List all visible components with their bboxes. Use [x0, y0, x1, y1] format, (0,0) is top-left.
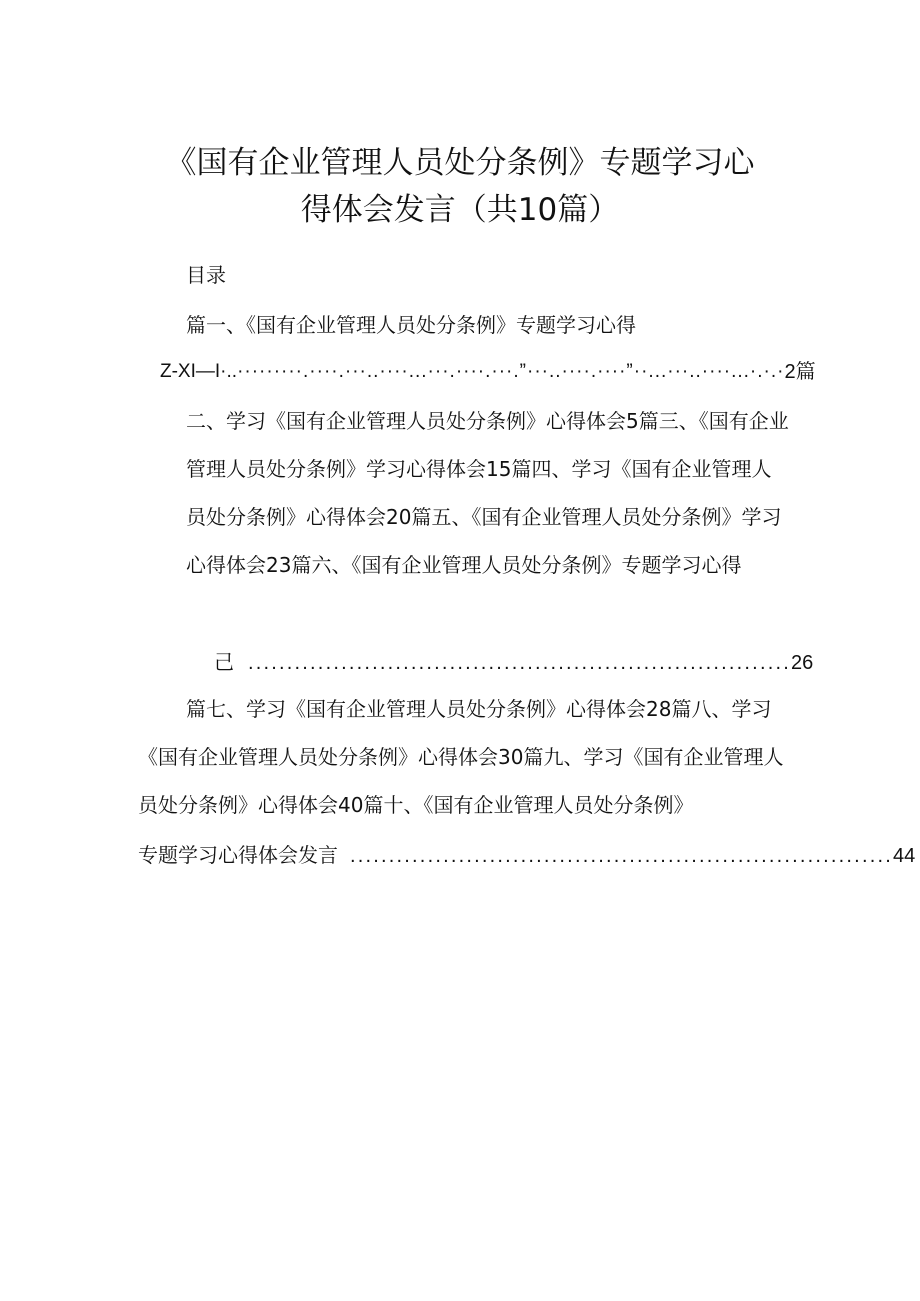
toc-chapter-1-dots: ·········.····.···..····...···.····.···.”···..····.····”··...···..····...·.·.· [237, 361, 785, 382]
toc-dot-leader: ...................................................................... [350, 845, 893, 867]
toc-page-number: 44 [892, 845, 916, 867]
document-title-line-2: 得体会发言（共10篇） [300, 192, 620, 228]
toc-chapter-1-leader-text: Z-XI—I·.. [160, 361, 238, 382]
toc-entry-prefix: 己 [214, 650, 234, 674]
toc-entries-block-1[interactable]: 二、学习《国有企业管理人员处分条例》心得体会5篇三、《国有企业管理人员处分条例》学习心得体会15篇四、学习《国有企业管理人员处分条例》心得体会20篇五、《国有企业管理人员处分条例》学习心得体会23篇六、《国有企业管理人员处分条例》专题学习心得 [186, 409, 789, 577]
toc-chapter-1-leader[interactable] [160, 357, 816, 387]
toc-dot-leader: ...................................................................... [248, 652, 791, 674]
toc-chapter-1-page: 2篇 [784, 361, 816, 383]
toc-entry-page-44[interactable] [138, 840, 916, 871]
toc-page-number: 26 [790, 652, 814, 674]
document-title-line-1: 《国有企业管理人员处分条例》专题学习心 [165, 145, 755, 181]
toc-entry-prefix: 专题学习心得体会发言 [138, 843, 338, 867]
toc-label: 目录 [186, 263, 226, 287]
toc-entries-block-2[interactable]: 篇七、学习《国有企业管理人员处分条例》心得体会28篇八、学习《国有企业管理人员处分条例》心得体会30篇九、学习《国有企业管理人员处分条例》心得体会40篇十、《国有企业管理人员处分条例》 [138, 697, 784, 817]
toc-chapter-1-title[interactable]: 篇一、《国有企业管理人员处分条例》专题学习心得 [186, 313, 636, 337]
toc-entry-page-26[interactable] [214, 647, 814, 678]
